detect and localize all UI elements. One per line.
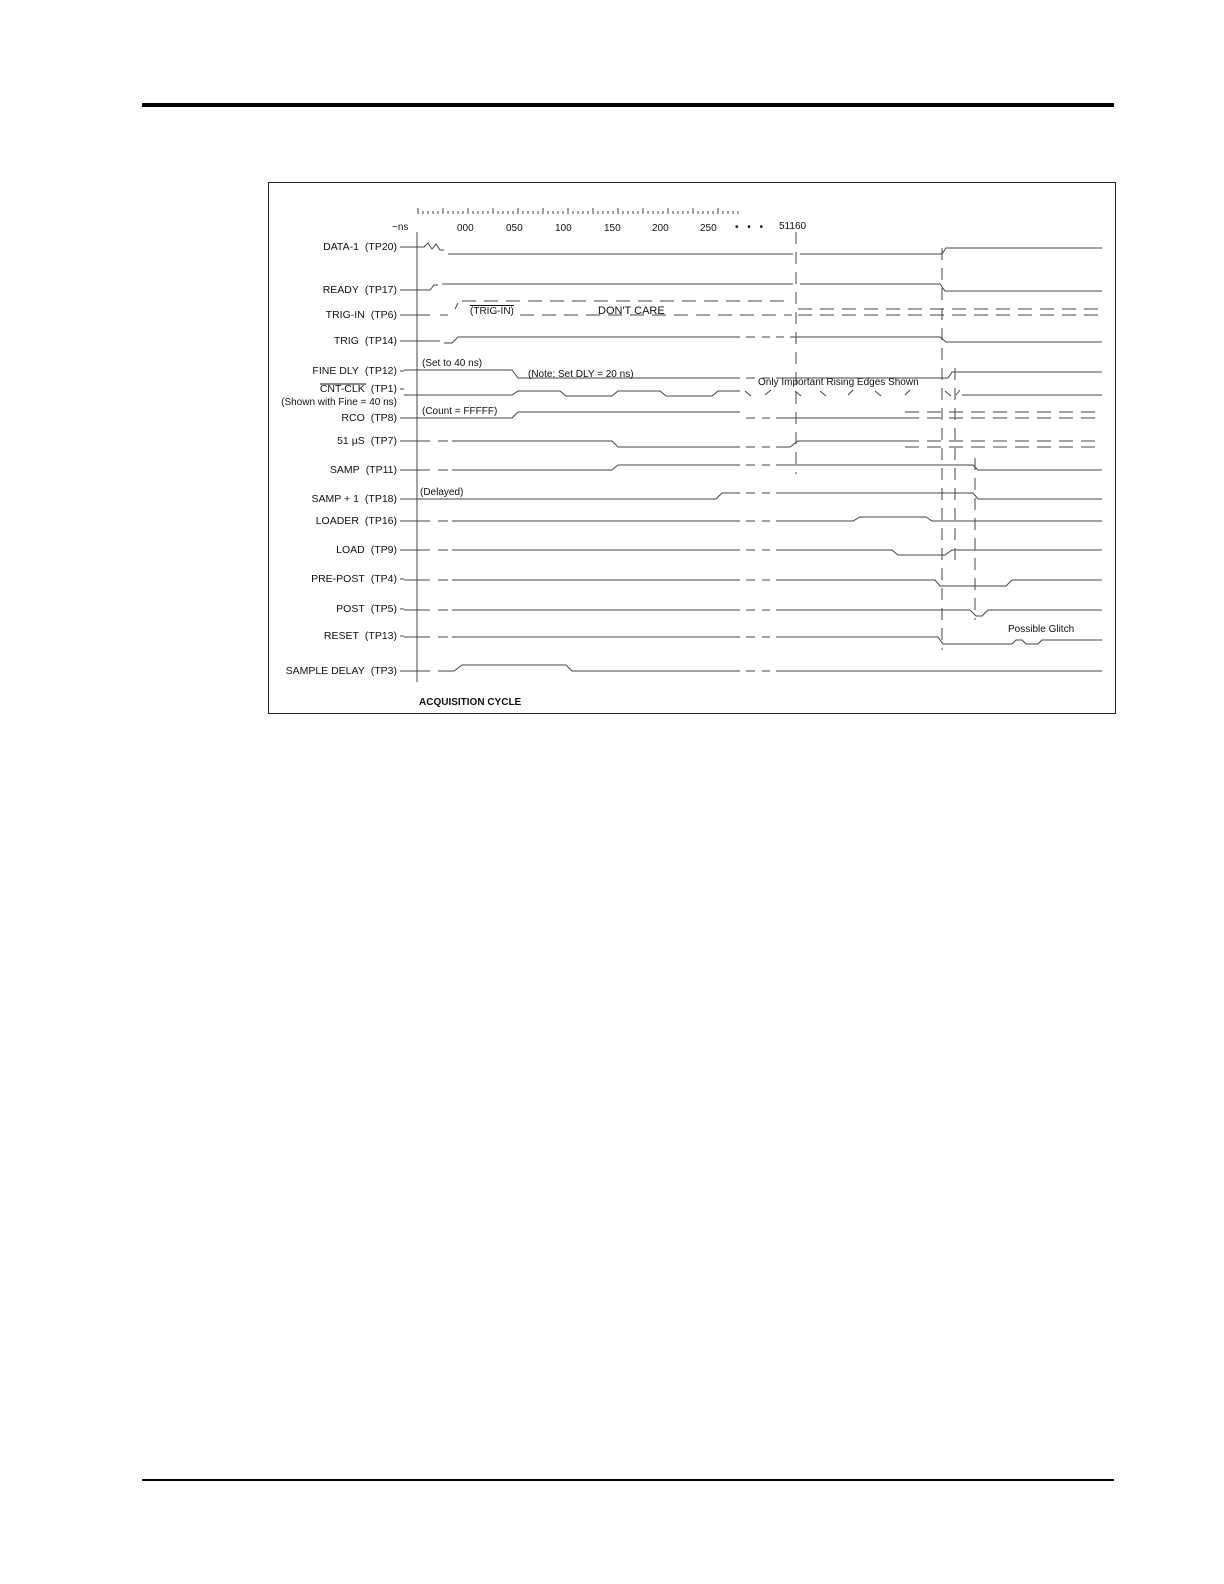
- signal-label-trig: TRIG (TP14): [333, 335, 397, 347]
- signal-label-finedly: FINE DLY (TP12): [312, 365, 397, 377]
- waveform-load: [404, 550, 1102, 555]
- waveform-samp: [404, 465, 1102, 470]
- time-unit-label: ~ns: [392, 222, 409, 233]
- signal-label-sampledelay: SAMPLE DELAY (TP3): [285, 665, 397, 677]
- signal-label-load: LOAD (TP9): [336, 544, 397, 556]
- time-ruler: [418, 208, 738, 214]
- annotation-count: (Count = FFFFF): [422, 406, 498, 417]
- annotation-note-dly: (Note: Set DLY = 20 ns): [528, 369, 634, 380]
- waveform-prepost: [404, 580, 1102, 586]
- waveform-post: [404, 610, 1102, 616]
- time-tick-label: 100: [555, 223, 572, 234]
- time-ellipsis: • • •: [735, 222, 767, 233]
- annotation-delayed: (Delayed): [420, 487, 464, 498]
- acquisition-cycle-label: ACQUISITION CYCLE: [419, 697, 522, 708]
- waveform-finedly: [404, 370, 1102, 378]
- signal-label-samp1: SAMP + 1 (TP18): [311, 493, 397, 505]
- signal-label-loader: LOADER (TP16): [315, 515, 397, 527]
- waveform-loader: [404, 517, 1102, 521]
- waveform-51us: [404, 441, 1102, 447]
- cntclk-sublabel: (Shown with Fine = 40 ns): [281, 397, 397, 408]
- time-tick-label: 200: [652, 223, 669, 234]
- waveform-samp1: [404, 493, 1102, 499]
- annotation-rising-edges: Only Important Rising Edges Shown: [758, 377, 919, 388]
- signal-label-post: POST (TP5): [336, 603, 397, 615]
- waveform-ready: [404, 284, 1102, 291]
- signal-label-prepost: PRE-POST (TP4): [311, 573, 397, 585]
- annotation-glitch: Possible Glitch: [1008, 624, 1075, 635]
- annotation-trigin: (TRIG-IN): [470, 306, 514, 317]
- waveform-data1: [404, 243, 1102, 254]
- footer-rule: [142, 1479, 1114, 1481]
- signal-label-trigin: TRIG-IN (TP6): [325, 309, 397, 321]
- waveform-sampledelay: [404, 665, 1102, 671]
- annotation-dont-care: DON'T CARE: [598, 305, 665, 317]
- waveform-trig: [404, 337, 1102, 343]
- signal-label-samp: SAMP (TP11): [329, 464, 397, 476]
- waveform-reset: [404, 637, 1102, 644]
- time-end-label: 51160: [779, 221, 807, 232]
- time-tick-labels: [457, 223, 717, 234]
- signal-label-ready: READY (TP17): [322, 284, 397, 296]
- time-tick-label: 250: [700, 223, 717, 234]
- signal-label-cntclk: CNT-CLK (TP1): [319, 383, 397, 395]
- annotation-set-40ns: (Set to 40 ns): [422, 358, 483, 369]
- signal-label-rco: RCO (TP8): [341, 412, 397, 424]
- waveform-cntclk: [404, 390, 1102, 396]
- waveform-rco: [404, 412, 1102, 418]
- signal-labels: [286, 241, 404, 677]
- time-tick-label: 000: [457, 223, 474, 234]
- signal-label-data1: DATA-1 (TP20): [323, 241, 397, 253]
- signal-label-us51: 51 µS (TP7): [337, 435, 397, 447]
- signal-label-reset: RESET (TP13): [323, 630, 397, 642]
- time-tick-label: 150: [604, 223, 621, 234]
- time-tick-label: 050: [506, 223, 523, 234]
- time-markers: [417, 232, 975, 682]
